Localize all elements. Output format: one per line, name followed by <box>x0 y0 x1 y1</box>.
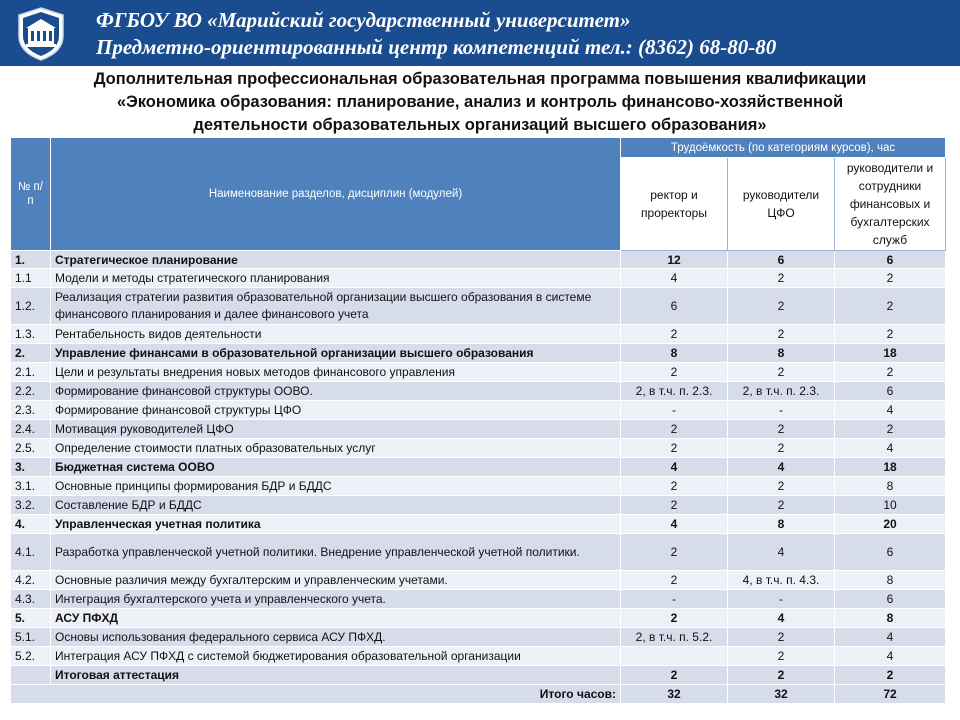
cell-col-a: 2 <box>621 534 728 571</box>
cell-col-b: - <box>728 401 835 420</box>
cell-name: Управленческая учетная политика <box>51 515 621 534</box>
cell-name: Реализация стратегии развития образовательной организации высшего образования в системе финансового планирования и далее финансового учета <box>51 288 621 325</box>
cell-name: Формирование финансовой структуры ЦФО <box>51 401 621 420</box>
total-row <box>11 685 946 704</box>
header-col-a: ректор и проректоры <box>621 158 728 251</box>
cell-name: Стратегическое планирование <box>51 251 621 269</box>
cell-col-b: 2 <box>728 420 835 439</box>
page-title <box>0 68 960 137</box>
cell-col-b: 2 <box>728 288 835 325</box>
cell-col-c: 8 <box>835 477 946 496</box>
cell-col-b: 4 <box>728 458 835 477</box>
table-row <box>11 325 946 344</box>
cell-name: Мотивация руководителей ЦФО <box>51 420 621 439</box>
cell-num: 4.1. <box>11 534 51 571</box>
cell-num: 5.1. <box>11 628 51 647</box>
cell-col-b: 2 <box>728 363 835 382</box>
table-row <box>11 477 946 496</box>
table-row <box>11 251 946 269</box>
cell-col-c: 2 <box>835 363 946 382</box>
table-row <box>11 269 946 288</box>
cell-name: Итоговая аттестация <box>51 666 621 685</box>
table-row <box>11 439 946 458</box>
cell-col-b: 8 <box>728 515 835 534</box>
cell-num <box>11 666 51 685</box>
cell-name: Модели и методы стратегического планирования <box>51 269 621 288</box>
cell-col-c: 6 <box>835 251 946 269</box>
header-col-c: руководители и сотрудники финансовых и бухгалтерских служб <box>835 158 946 251</box>
cell-col-b: 6 <box>728 251 835 269</box>
cell-col-a <box>621 647 728 666</box>
table-row <box>11 382 946 401</box>
cell-col-a: 2 <box>621 439 728 458</box>
table-row <box>11 628 946 647</box>
cell-col-b: 2, в т.ч. п. 2.3. <box>728 382 835 401</box>
cell-col-a: 2 <box>621 477 728 496</box>
cell-col-b: 4, в т.ч. п. 4.3. <box>728 571 835 590</box>
header-num: № п/п <box>11 138 51 251</box>
cell-col-c: 4 <box>835 647 946 666</box>
cell-col-a: 2, в т.ч. п. 2.3. <box>621 382 728 401</box>
cell-col-a: 2 <box>621 325 728 344</box>
table-body <box>11 251 946 704</box>
title-line-1: Дополнительная профессиональная образовательная программа повышения квалификации <box>93 70 867 88</box>
table-row <box>11 344 946 363</box>
cell-num: 5. <box>11 609 51 628</box>
title-line-3: деятельности образовательных организаций высшего образования» <box>193 116 767 134</box>
cell-col-c: 8 <box>835 609 946 628</box>
cell-col-a: 2 <box>621 571 728 590</box>
table-row <box>11 363 946 382</box>
cell-col-b: 2 <box>728 666 835 685</box>
cell-col-a: 6 <box>621 288 728 325</box>
table-row <box>11 420 946 439</box>
cell-col-c: 18 <box>835 458 946 477</box>
cell-name: Рентабельность видов деятельности <box>51 325 621 344</box>
organization-name: ФГБОУ ВО «Марийский государственный университет» <box>96 8 631 32</box>
cell-col-b: 2 <box>728 477 835 496</box>
table-row <box>11 609 946 628</box>
cell-col-c: 6 <box>835 590 946 609</box>
cell-name: Интеграция АСУ ПФХД с системой бюджетирования образовательной организации <box>51 647 621 666</box>
cell-col-c: 2 <box>835 325 946 344</box>
cell-num: 1.2. <box>11 288 51 325</box>
cell-col-b: 8 <box>728 344 835 363</box>
cell-name: Бюджетная система ООВО <box>51 458 621 477</box>
total-col-c: 72 <box>835 685 946 704</box>
title-line-2: «Экономика образования: планирование, анализ и контроль финансово-хозяйственной <box>116 93 844 111</box>
cell-col-a: 4 <box>621 458 728 477</box>
cell-col-c: 6 <box>835 534 946 571</box>
cell-num: 2. <box>11 344 51 363</box>
university-logo <box>16 6 66 62</box>
cell-col-c: 18 <box>835 344 946 363</box>
cell-col-b: - <box>728 590 835 609</box>
cell-col-c: 20 <box>835 515 946 534</box>
cell-col-b: 2 <box>728 269 835 288</box>
table-row <box>11 515 946 534</box>
cell-col-a: 2 <box>621 496 728 515</box>
cell-name: АСУ ПФХД <box>51 609 621 628</box>
cell-name: Цели и результаты внедрения новых методов финансового управления <box>51 363 621 382</box>
cell-col-b: 2 <box>728 496 835 515</box>
table-row <box>11 647 946 666</box>
header-band <box>0 0 960 66</box>
cell-col-b: 4 <box>728 609 835 628</box>
cell-num: 1. <box>11 251 51 269</box>
cell-name: Формирование финансовой структуры ООВО. <box>51 382 621 401</box>
cell-col-c: 2 <box>835 420 946 439</box>
cell-col-a: 4 <box>621 269 728 288</box>
cell-col-a: 2 <box>621 609 728 628</box>
cell-col-b: 2 <box>728 439 835 458</box>
cell-num: 2.3. <box>11 401 51 420</box>
cell-col-c: 10 <box>835 496 946 515</box>
cell-col-b: 2 <box>728 325 835 344</box>
table-row <box>11 571 946 590</box>
cell-name: Основные различия между бухгалтерским и управленческим учетами. <box>51 571 621 590</box>
cell-col-a: 4 <box>621 515 728 534</box>
cell-name: Основные принципы формирования БДР и БДДС <box>51 477 621 496</box>
cell-name: Определение стоимости платных образовательных услуг <box>51 439 621 458</box>
cell-name: Управление финансами в образовательной организации высшего образования <box>51 344 621 363</box>
cell-col-c: 2 <box>835 666 946 685</box>
cell-col-a: 2, в т.ч. п. 5.2. <box>621 628 728 647</box>
total-col-b: 32 <box>728 685 835 704</box>
cell-num: 3.1. <box>11 477 51 496</box>
cell-num: 4. <box>11 515 51 534</box>
cell-col-a: 8 <box>621 344 728 363</box>
cell-col-c: 6 <box>835 382 946 401</box>
cell-col-b: 2 <box>728 628 835 647</box>
total-label: Итого часов: <box>11 685 621 704</box>
table-row <box>11 458 946 477</box>
cell-col-c: 4 <box>835 401 946 420</box>
cell-col-a: 2 <box>621 420 728 439</box>
table-row <box>11 496 946 515</box>
header-col-b: руководители ЦФО <box>728 158 835 251</box>
cell-col-c: 4 <box>835 628 946 647</box>
table-row <box>11 666 946 685</box>
cell-col-c: 2 <box>835 269 946 288</box>
center-contact: Предметно-ориентированный центр компетенций тел.: (8362) 68-80-80 <box>96 35 777 59</box>
table-row <box>11 288 946 325</box>
cell-num: 2.1. <box>11 363 51 382</box>
cell-col-a: 12 <box>621 251 728 269</box>
cell-num: 4.3. <box>11 590 51 609</box>
cell-col-b: 4 <box>728 534 835 571</box>
header-name: Наименование разделов, дисциплин (модулей) <box>51 138 621 251</box>
cell-col-a: - <box>621 401 728 420</box>
cell-num: 3.2. <box>11 496 51 515</box>
table-row <box>11 590 946 609</box>
total-col-a: 32 <box>621 685 728 704</box>
cell-num: 1.1 <box>11 269 51 288</box>
cell-col-a: - <box>621 590 728 609</box>
cell-num: 4.2. <box>11 571 51 590</box>
cell-col-a: 2 <box>621 666 728 685</box>
cell-num: 2.2. <box>11 382 51 401</box>
curriculum-table <box>10 137 946 704</box>
cell-col-c: 4 <box>835 439 946 458</box>
cell-num: 1.3. <box>11 325 51 344</box>
header-group: Трудоёмкость (по категориям курсов), час <box>621 138 946 158</box>
cell-num: 2.5. <box>11 439 51 458</box>
cell-num: 3. <box>11 458 51 477</box>
cell-col-c: 8 <box>835 571 946 590</box>
cell-name: Составление БДР и БДДС <box>51 496 621 515</box>
cell-num: 2.4. <box>11 420 51 439</box>
cell-col-b: 2 <box>728 647 835 666</box>
cell-col-c: 2 <box>835 288 946 325</box>
cell-col-a: 2 <box>621 363 728 382</box>
cell-name: Интеграция бухгалтерского учета и управленческого учета. <box>51 590 621 609</box>
cell-num: 5.2. <box>11 647 51 666</box>
table-row <box>11 401 946 420</box>
cell-name: Разработка управленческой учетной политики. Внедрение управленческой учетной политики. <box>51 534 621 571</box>
table-row <box>11 534 946 571</box>
cell-name: Основы использования федерального сервиса АСУ ПФХД. <box>51 628 621 647</box>
